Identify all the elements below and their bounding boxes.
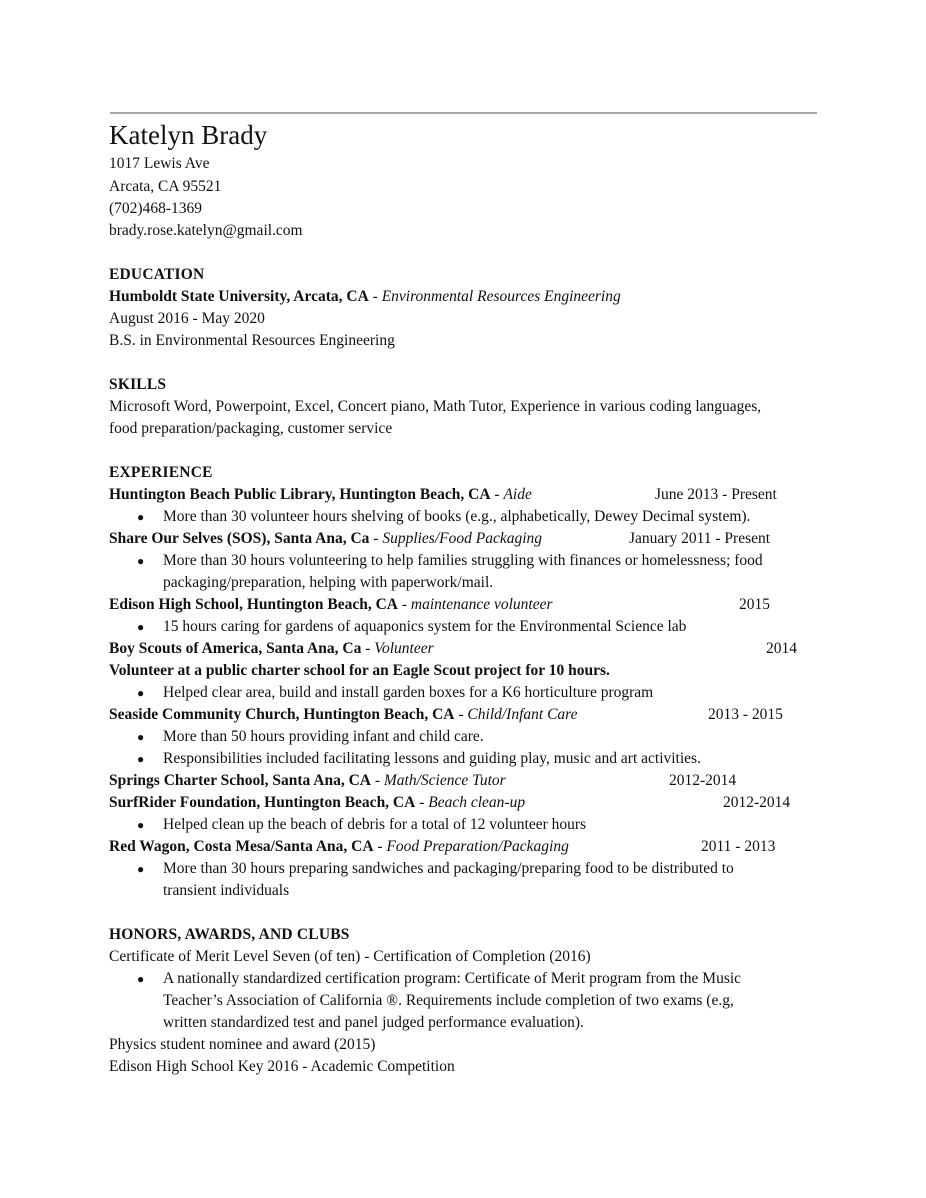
bullet-icon: ● <box>137 554 145 568</box>
candidate-name: Katelyn Brady <box>109 120 268 150</box>
experience-org: Huntington Beach Public Library, Huntington Beach, CA <box>109 486 491 503</box>
experience-bullet-text-cont: packaging/preparation, helping with paperwork/mail. <box>163 574 494 591</box>
experience-role: maintenance volunteer <box>410 596 553 613</box>
experience-separator: - <box>454 706 468 723</box>
experience-entry-title <box>109 792 525 814</box>
experience-separator: - <box>415 794 429 811</box>
experience-heading: EXPERIENCE <box>109 464 213 481</box>
experience-role: Supplies/Food Packaging <box>382 530 543 547</box>
experience-bullet-text-cont: transient individuals <box>163 882 290 899</box>
bullet-icon: ● <box>137 972 145 986</box>
experience-role: Volunteer <box>374 640 434 657</box>
address-line-1: 1017 Lewis Ave <box>109 155 210 172</box>
experience-entry-title <box>109 484 532 506</box>
skills-line-2: food preparation/packaging, customer service <box>109 420 393 437</box>
experience-dates: 2012-2014 <box>669 772 737 789</box>
bullet-icon: ● <box>137 686 145 700</box>
experience-bullet-text: Helped clean up the beach of debris for a total of 12 volunteer hours <box>163 816 587 833</box>
bullet-icon: ● <box>137 862 145 876</box>
experience-separator: - <box>490 486 504 503</box>
skills-line-1: Microsoft Word, Powerpoint, Excel, Concert piano, Math Tutor, Experience in various coding languages, <box>109 398 762 415</box>
bullet-icon: ● <box>137 752 145 766</box>
experience-org: Springs Charter School, Santa Ana, CA <box>109 772 371 789</box>
experience-entry-title <box>109 638 434 660</box>
skills-heading: SKILLS <box>109 376 167 393</box>
experience-org: Red Wagon, Costa Mesa/Santa Ana, CA <box>109 838 374 855</box>
honor-item: Physics student nominee and award (2015) <box>109 1036 376 1053</box>
experience-separator: - <box>373 838 387 855</box>
bullet-icon: ● <box>137 620 145 634</box>
experience-org: SurfRider Foundation, Huntington Beach, CA <box>109 794 416 811</box>
education-degree: B.S. in Environmental Resources Engineering <box>109 332 395 349</box>
experience-dates: January 2011 - Present <box>629 530 771 547</box>
experience-separator: - <box>370 772 384 789</box>
experience-dates: 2012-2014 <box>723 794 791 811</box>
experience-dates: 2014 <box>766 640 797 657</box>
experience-role: Beach clean-up <box>428 794 526 811</box>
honors-heading: HONORS, AWARDS, AND CLUBS <box>109 926 350 943</box>
phone-number: (702)468-1369 <box>109 200 202 217</box>
experience-bullet-text: Helped clear area, build and install garden boxes for a K6 horticulture program <box>163 684 654 701</box>
experience-entry-title <box>109 770 506 792</box>
header-rule <box>110 112 817 114</box>
experience-entry-title <box>109 528 542 550</box>
experience-bullet-text: More than 30 hours preparing sandwiches and packaging/preparing food to be distributed to <box>163 860 734 877</box>
address-line-2: Arcata, CA 95521 <box>109 178 222 195</box>
education-separator: - <box>368 288 382 305</box>
experience-subtitle: Volunteer at a public charter school for an Eagle Scout project for 10 hours. <box>109 662 610 679</box>
experience-dates: 2011 - 2013 <box>701 838 776 855</box>
experience-separator: - <box>361 640 375 657</box>
education-heading: EDUCATION <box>109 266 205 283</box>
honor-bullet-text-cont: written standardized test and panel judged performance evaluation). <box>163 1014 584 1031</box>
experience-entry-title <box>109 594 553 616</box>
experience-role: Math/Science Tutor <box>383 772 506 789</box>
experience-role: Food Preparation/Packaging <box>386 838 569 855</box>
honor-item: Certificate of Merit Level Seven (of ten) - Certification of Completion (2016) <box>109 948 591 965</box>
experience-bullet-text: More than 30 hours volunteering to help families struggling with finances or homelessness; food <box>163 552 763 569</box>
experience-org: Boy Scouts of America, Santa Ana, Ca <box>109 640 362 657</box>
experience-bullet-text: Responsibilities included facilitating lessons and guiding play, music and art activities. <box>163 750 701 767</box>
experience-entry-title <box>109 704 578 726</box>
experience-bullet-text: More than 30 volunteer hours shelving of books (e.g., alphabetically, Dewey Decimal system). <box>163 508 751 525</box>
bullet-icon: ● <box>137 510 145 524</box>
education-school: Humboldt State University, Arcata, CA <box>109 288 369 305</box>
bullet-icon: ● <box>137 730 145 744</box>
experience-bullet-text: 15 hours caring for gardens of aquaponics system for the Environmental Science lab <box>163 618 687 635</box>
experience-org: Seaside Community Church, Huntington Beach, CA <box>109 706 455 723</box>
experience-separator: - <box>397 596 411 613</box>
experience-role: Aide <box>503 486 532 503</box>
experience-bullet-text: More than 50 hours providing infant and child care. <box>163 728 484 745</box>
email-address: brady.rose.katelyn@gmail.com <box>109 222 303 239</box>
education-dates: August 2016 - May 2020 <box>109 310 265 327</box>
experience-org: Share Our Selves (SOS), Santa Ana, Ca <box>109 530 370 547</box>
experience-role: Child/Infant Care <box>467 706 578 723</box>
experience-separator: - <box>369 530 383 547</box>
experience-dates: June 2013 - Present <box>655 486 777 503</box>
experience-dates: 2013 - 2015 <box>708 706 783 723</box>
education-entry <box>109 286 621 308</box>
honor-bullet-text-cont: Teacher’s Association of California ®. Requirements include completion of two exams (e.g, <box>163 992 734 1009</box>
experience-org: Edison High School, Huntington Beach, CA <box>109 596 398 613</box>
experience-dates: 2015 <box>739 596 770 613</box>
honor-item: Edison High School Key 2016 - Academic Competition <box>109 1058 455 1075</box>
honor-bullet-text: A nationally standardized certification program: Certificate of Merit program from the Music <box>163 970 742 987</box>
education-major: Environmental Resources Engineering <box>381 288 621 305</box>
experience-entry-title <box>109 836 569 858</box>
bullet-icon: ● <box>137 818 145 832</box>
